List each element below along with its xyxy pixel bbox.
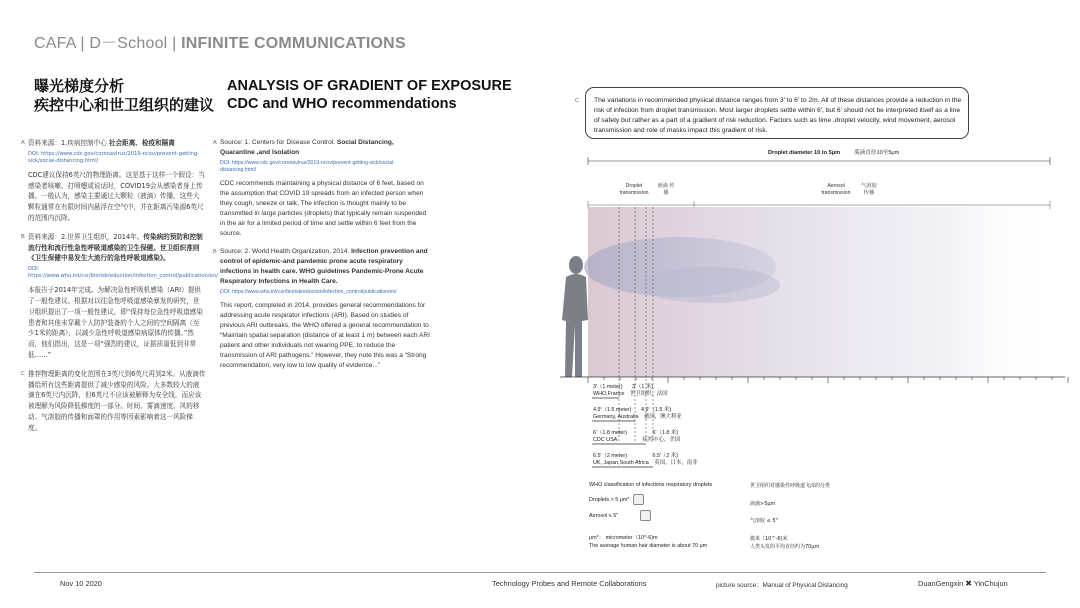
en-b-paragraph: This report, completed in 2014, provides general recommendations for addressing acute respirator infections (ARI). Based on studies of previous ARI outbreaks, the WHO offered a general recommendation to “Maintain spatial separation (distance of at least 1 m) between each ARI patient and other individuals not wearing PPE, to reduce the transmission of ARI pathogens.” However, they note this was a “Strong recommendation, very low to low quality of evidence...” xyxy=(220,302,431,369)
en-b-source-bold: Infection prevention and control of epidemic-and pandemic prone acute respiratory infections in health care. WHO guidelines Pandemic-Prone Acute Respiratory Infections in Health Care. xyxy=(220,248,428,285)
en-section-b xyxy=(213,247,431,371)
title-cn-line2: 疾控中心和世卫组织的建议 xyxy=(34,96,215,114)
en-b-link[interactable]: DOI: https://www.who.int/csr/bioriskreduction/infection_control/publication/en/ xyxy=(220,289,397,295)
en-section-a xyxy=(213,138,430,239)
title-en-line1: ANALYSIS OF GRADIENT OF EXPOSURE xyxy=(227,78,512,94)
row-1 xyxy=(593,384,668,398)
en-a-link[interactable]: DOI: https://www.cdc.gov/coronavirus/2019-ncov/prevent-getting-sick/social-distancing.html/ xyxy=(220,160,396,173)
droplet-en: Droplet transmission xyxy=(619,183,649,196)
ground-scale xyxy=(560,377,1068,383)
legend-notes-cn xyxy=(750,535,819,551)
marker-c: C xyxy=(575,98,579,104)
row-4-dist-cn: 6.5'（2 米) xyxy=(652,453,679,459)
cn-a-source: 资料来源：1.疾病控制中心 xyxy=(28,139,109,147)
cn-section-b xyxy=(21,232,218,361)
row-2-dist: 4.9'（1.5 meter) xyxy=(593,407,632,413)
legend-title-en: WHO classification of infections respiratory droplets xyxy=(589,482,713,488)
micrometer-note-cn: 微米（10^-6)米 xyxy=(750,536,788,542)
droplet-transmission-label xyxy=(612,183,656,197)
en-a-source-bold: Social Distancing, Quarantine ,and Isolation xyxy=(220,139,394,156)
footer-divider xyxy=(34,572,1046,573)
cn-c-paragraph: 推荐物理距离的变化范围在3英尺到6英尺再到2米。从液滴传播给所有这些距离提供了减少感染的风险。大多数较大的液滴在6英尺内沉降，但6英尺不应该被解释为安全线，而应该被理解为风险降低梯度的一部分。时间、雾滴速度、风的移动、气溶胶的传播和面罩的作用等因素影响着这一风险梯度。 xyxy=(28,369,206,432)
row-1-dist: 3'（1 meter) xyxy=(593,384,623,390)
diameter-cn: 雾滴直径10至5μm xyxy=(854,150,900,156)
cn-a-source-bold: 社会距离、检疫和隔离 xyxy=(108,139,175,147)
page-header xyxy=(34,30,406,53)
en-b-source: Source: 2. World Health Organization, 2014. xyxy=(220,248,352,255)
cn-a-paragraph: CDC建议保持6英尺的物理距离。这是基于这样一个假设：当感染者咳嗽、打喷嚏或说话时，COVID19会从感染者身上传播。一般认为，感染主要通过大颗粒（液滴）传播，这些大颗粒通常在有限时间内悬浮在空气中，并在距离污染源6英尺的范围内沉降。 xyxy=(28,170,205,222)
header-prefix: CAFA | D－School | xyxy=(34,35,182,52)
legend-aerosol xyxy=(589,510,651,521)
hair-note: The average human hair diameter is about 70 μm xyxy=(589,543,708,549)
row-2 xyxy=(593,407,682,421)
title-english xyxy=(227,77,512,113)
diameter-en: Droplet diameter 10 to 5μm xyxy=(768,150,841,156)
row-4-dist: 6.5'（2 meter) xyxy=(593,453,627,459)
en-a-paragraph: CDC recommends maintaining a physical distance of 6 feet, based on the assumption that COVID 19 spreads from an infected person when they cough, sneeze or talk. The infection is thought mainly to be transmitted in large particles (droplets) that typically remain suspended in the air for a limited period of time and settle within 6 feet from the source. xyxy=(220,180,427,237)
footer-authors xyxy=(918,579,1008,588)
micrometer-note: μm*： micrometer（10^-6)m xyxy=(589,535,658,541)
cn-b-source: 资料来源：2.世界卫生组织，2014年。 xyxy=(28,232,144,241)
cn-b-paragraph: 本报告于2014年完成。为解决急性呼吸机感染（ARI）提供了一般性建议。根据对以往急性呼吸道感染暴发的研究，世卫组织提出了一项一般性建议，即“保持每位急性呼吸道感染患者和其他未穿戴个人防护装备的个人之间的空间隔离（至少1米的距离），以减少急性呼吸道感染病原体的传播。”然而，他们指出，这是一项“强烈的建议，证据质量低到非常低……” xyxy=(28,286,203,359)
cn-b-source-bold: 传染病的预防和控制流行性和流行性急性呼吸道感染的卫生保健。世卫组织准则《卫生保健中易发生大流行的急性呼吸道感染》。 xyxy=(28,232,203,263)
droplet-cn: 液滴 传播 xyxy=(657,183,675,196)
row-4-who: UK, Japan,South Africa xyxy=(593,460,649,466)
legend-aerosol-label: Aerosol ≤ 5" xyxy=(589,512,619,519)
row-1-who: WHO,France xyxy=(593,391,625,397)
legend-aerosol-cn: 气溶胶 ≤ 5" xyxy=(750,518,778,524)
diameter-bracket xyxy=(588,157,1050,165)
row-2-who: Germany, Australia xyxy=(593,414,639,420)
footer-course: Technology Probes and Remote Collaborations xyxy=(492,579,647,588)
marker-c: C xyxy=(21,370,25,377)
row-2-who-cn: 德国，澳大利亚 xyxy=(643,414,682,420)
header-title: INFINITE COMMUNICATIONS xyxy=(181,35,406,52)
row-4 xyxy=(593,453,697,467)
marker-a: A xyxy=(21,140,25,146)
marker-b: B xyxy=(213,249,217,255)
aerosol-cn: 气溶胶 传播 xyxy=(861,183,877,196)
legend-droplets-label: Droplets > 5 μm* xyxy=(589,496,630,503)
legend-notes-en xyxy=(589,534,707,550)
row-1-dist-cn: 3'（1 米) xyxy=(632,384,654,390)
title-chinese xyxy=(34,77,214,115)
footer-source: picture source：Manual of Physical Distancing xyxy=(716,582,848,589)
legend-title-cn: 世卫组织对感染性呼吸道飞沫的分类 xyxy=(750,483,831,489)
droplet-swatch xyxy=(633,494,644,505)
row-3-dist: 6'（1.8 meter) xyxy=(593,430,627,436)
row-2-dist-cn: 4.9'（1.5 米) xyxy=(640,407,672,413)
author-1: DuanGengxin xyxy=(918,579,964,588)
person-silhouette xyxy=(562,256,588,377)
en-a-source: Source: 1. Centers for Disease Control. xyxy=(220,139,337,146)
aerosol-en: Aerosol transmission xyxy=(821,183,851,196)
cn-a-link[interactable]: DOI: https://www.cdc.gov/coronavirus/2019-ncov/prevent-getting-sick/social-distancing.html/ xyxy=(28,150,200,164)
marker-a: A xyxy=(213,140,217,146)
cross-icon: ✖ xyxy=(965,579,972,588)
marker-b: B xyxy=(21,233,25,240)
cn-section-c xyxy=(21,369,206,434)
legend-droplets-cn: 液滴>5μm xyxy=(750,501,776,507)
summary-note: The variations in recommended physical distance ranges from 3' to 6' to 2m. All of these distances provide a reduction in the risk of infection from droplet transmission. Most larger droplets settle within 6', but 6' should not be interpreted itself as a line of safety but rather as a part of a gradient of risk reduction. Factors such as time ,droplet velocity, wind movement, aerosol transmission and role of masks impact this gradient of risk. xyxy=(585,87,969,139)
chinese-column xyxy=(21,138,218,442)
row-3-who: CDC USA xyxy=(593,437,617,443)
row-4-who-cn: 英国，日本，南非 xyxy=(654,460,698,466)
row-1-who-cn: 世卫组织，法国 xyxy=(629,391,668,397)
hair-note-cn: 人类头发的平均直径约为70μm xyxy=(750,544,820,550)
title-cn-line1: 曝光梯度分析 xyxy=(34,77,125,95)
english-column xyxy=(213,138,431,379)
legend-droplets xyxy=(589,494,644,505)
cn-section-a xyxy=(21,138,206,224)
title-en-line2: CDC and WHO recommendations xyxy=(227,96,457,112)
footer-date: Nov 10 2020 xyxy=(60,579,102,588)
row-3-who-cn: 疾控中心，美国 xyxy=(642,437,681,443)
aerosol-swatch xyxy=(640,510,651,521)
author-2: YinChujun xyxy=(973,579,1008,588)
cn-b-link[interactable]: DOI: https://www.who.int/csr/bioriskreduction/infection_control/publication/en/ xyxy=(28,266,218,280)
row-3 xyxy=(593,430,680,444)
row-3-dist-cn: 6'（1.8 米) xyxy=(652,430,679,436)
